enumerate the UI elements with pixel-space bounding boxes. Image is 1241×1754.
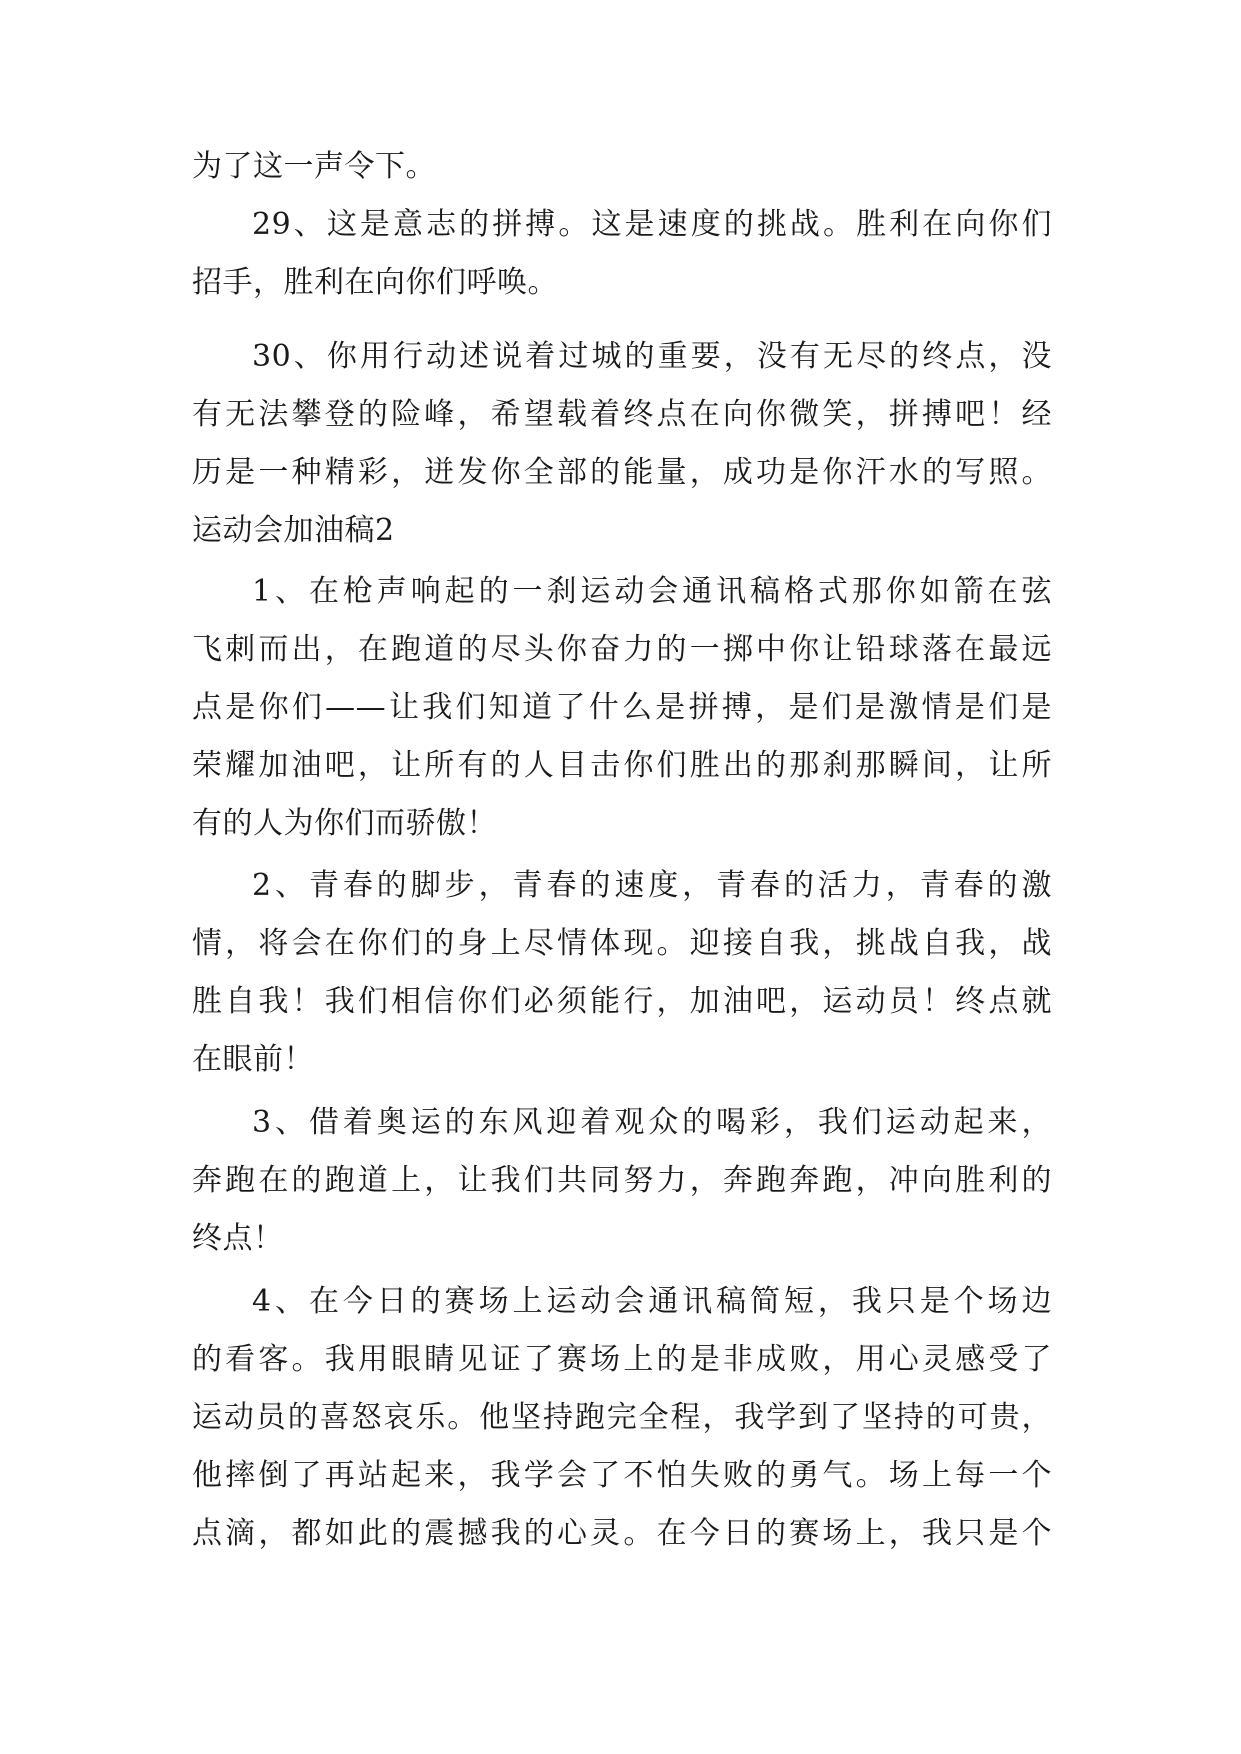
text-line: 运动员的喜怒哀乐。他坚持跑完全程，我学到了坚持的可贵， bbox=[192, 1400, 1052, 1435]
text-line: 2、青春的脚步，青春的速度，青春的活力，青春的激 bbox=[252, 868, 1052, 903]
text-line: 1、在枪声响起的一刹运动会通讯稿格式那你如箭在弦 bbox=[252, 574, 1052, 609]
text-line: 30、你用行动述说着过城的重要，没有无尽的终点，没 bbox=[252, 339, 1052, 374]
text-line: 荣耀加油吧，让所有的人目击你们胜出的那刹那瞬间，让所 bbox=[192, 748, 1052, 783]
text-line: 点滴，都如此的震撼我的心灵。在今日的赛场上，我只是个 bbox=[192, 1516, 1052, 1551]
text-line: 有无法攀登的险峰，希望载着终点在向你微笑，拼搏吧！经 bbox=[192, 397, 1052, 432]
text-line: 飞刺而出，在跑道的尽头你奋力的一掷中你让铅球落在最远 bbox=[192, 632, 1052, 667]
text-line: 有的人为你们而骄傲！ bbox=[192, 806, 497, 841]
text-line: 在眼前！ bbox=[192, 1042, 314, 1077]
text-line: 点是你们——让我们知道了什么是拼搏，是们是激情是们是 bbox=[192, 690, 1052, 725]
text-line: 4、在今日的赛场上运动会通讯稿简短，我只是个场边 bbox=[252, 1284, 1052, 1319]
text-line: 情，将会在你们的身上尽情体现。迎接自我，挑战自我，战 bbox=[192, 926, 1052, 961]
text-line: 胜自我！我们相信你们必须能行，加油吧，运动员！终点就 bbox=[192, 984, 1052, 1019]
text-line: 历是一种精彩，迸发你全部的能量，成功是你汗水的写照。 bbox=[192, 455, 1052, 490]
text-line: 的看客。我用眼睛见证了赛场上的是非成败，用心灵感受了 bbox=[192, 1342, 1052, 1377]
section-heading: 运动会加油稿2 bbox=[192, 513, 395, 548]
text-line: 终点！ bbox=[192, 1221, 284, 1256]
text-line: 3、借着奥运的东风迎着观众的喝彩，我们运动起来， bbox=[252, 1105, 1052, 1140]
text-line: 奔跑在的跑道上，让我们共同努力，奔跑奔跑，冲向胜利的 bbox=[192, 1163, 1052, 1198]
text-line: 为了这一声令下。 bbox=[192, 149, 436, 184]
text-line: 他摔倒了再站起来，我学会了不怕失败的勇气。场上每一个 bbox=[192, 1458, 1052, 1493]
text-line: 招手，胜利在向你们呼唤。 bbox=[192, 265, 558, 300]
text-line: 29、这是意志的拼搏。这是速度的挑战。胜利在向你们 bbox=[252, 207, 1052, 242]
